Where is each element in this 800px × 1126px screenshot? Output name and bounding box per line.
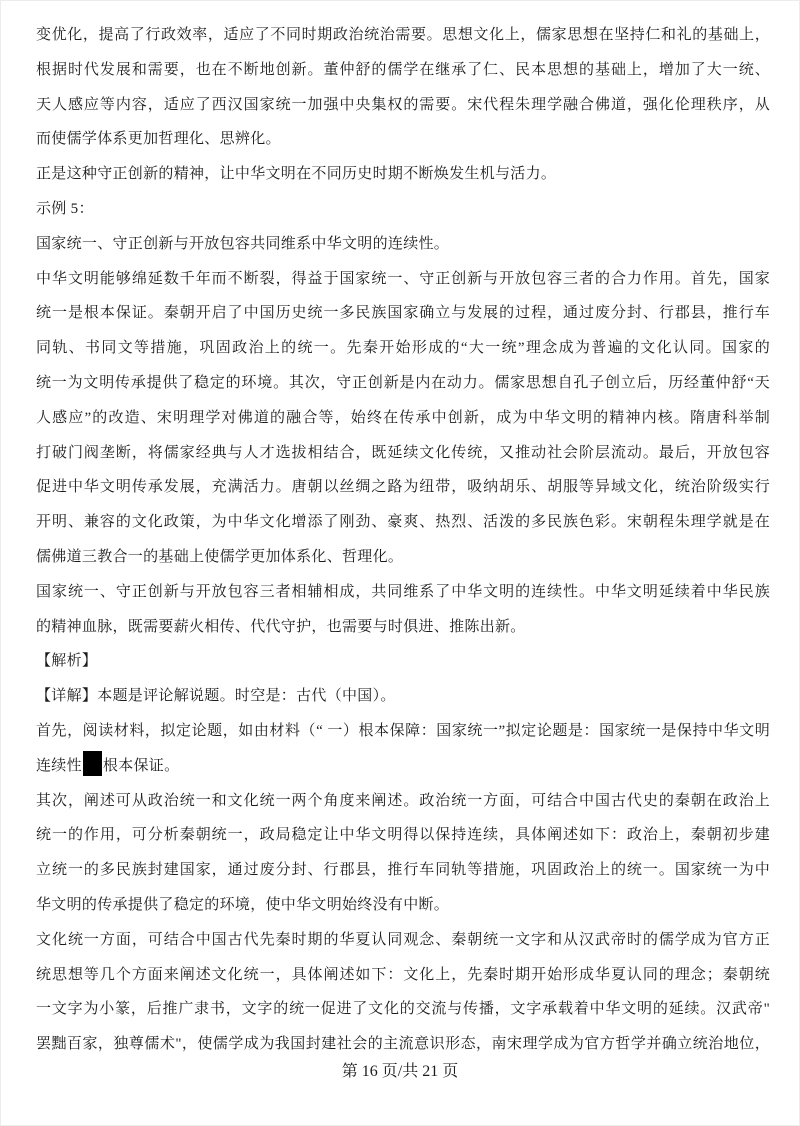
- text-line: 同轨、书同文等措施，巩固政治上的统一。先秦开始形成的“大一统”理念成为普遍的文化认同。国家的: [36, 340, 770, 357]
- text-line: 【详解】本题是评论解说题。时空是：古代（中国）。: [36, 688, 396, 705]
- page-number-footer: 第 16 页/共 21 页: [341, 1063, 459, 1080]
- text-line: 【解析】: [36, 653, 98, 670]
- text-line: 国家统一、守正创新与开放包容三者相辅相成，共同维系了中华文明的连续性。中华文明延续着中华民族: [36, 583, 770, 600]
- text-line: 示例 5：: [36, 200, 94, 217]
- text-segment: 连续性: [36, 757, 82, 774]
- redaction-box: [83, 751, 102, 776]
- text-line: 统一是根本保证。秦朝开启了中国历史统一多民族国家确立与发展的过程，通过废分封、行郡县，推行车: [36, 305, 770, 322]
- text-line: 文化统一方面，可结合中国古代先秦时期的华夏认同观念、秦朝统一文字和从汉武帝时的儒学成为官方正: [36, 931, 770, 948]
- text-line: 一文字为小篆，后推广隶书，文字的统一促进了文化的交流与传播，文字承载着中华文明的延续。汉武帝": [36, 1001, 770, 1018]
- text-line: 人感应”的改造、宋明理学对佛道的融合等，始终在传承中创新，成为中华文明的精神内核。隋唐科举制: [36, 409, 770, 426]
- text-line: 首先，阅读材料，拟定论题，如由材料（“ 一）根本保障：国家统一”拟定论题是：国家统一是保持中华文明: [36, 722, 770, 739]
- text-line: 儒佛道三教合一的基础上使儒学更加体系化、哲理化。: [36, 548, 404, 565]
- text-line: 而使儒学体系更加哲理化、思辨化。: [36, 131, 281, 148]
- text-line: 变优化，提高了行政效率，适应了不同时期政治统治需要。思想文化上，儒家思想在坚持仁和礼的基础上，: [36, 27, 770, 43]
- text-line: 打破门阀垄断，将儒家经典与人才选拔相结合，既延续文化传统，又推动社会阶层流动。最后，开放包容: [36, 444, 770, 461]
- text-line: 中华文明能够绵延数千年而不断裂，得益于国家统一、守正创新与开放包容三者的合力作用。首先，国家: [36, 270, 770, 287]
- text-line: [36, 749, 770, 784]
- text-line: 罢黜百家，独尊儒术"，使儒学成为我国封建社会的主流意识形态，南宋理学成为官方哲学并确立统治地位，: [36, 1036, 770, 1053]
- text-line: 促进中华文明传承发展，充满活力。唐朝以丝绸之路为纽带，吸纳胡乐、胡服等异域文化，统治阶级实行: [36, 479, 770, 496]
- text-line: 华文明的传承提供了稳定的环境，使中华文明始终没有中断。: [36, 896, 450, 913]
- text-line: 根据时代发展和需要，也在不断地创新。董仲舒的儒学在继承了仁、民本思想的基础上，增加了大一统、: [36, 61, 770, 78]
- text-line: 其次，阐述可从政治统一和文化统一两个角度来阐述。政治统一方面，可结合中国古代史的秦朝在政治上: [36, 792, 770, 809]
- text-segment: 根本保证。: [102, 757, 180, 774]
- text-line: 立统一的多民族封建国家，通过废分封、行郡县，推行车同轨等措施，巩固政治上的统一。国家统一为中: [36, 862, 770, 879]
- text-line: 统思想等几个方面来阐述文化统一，具体阐述如下：文化上，先秦时期开始形成华夏认同的理念；秦朝统: [36, 966, 770, 983]
- text-line: 的精神血脉，既需要薪火相传、代代守护，也需要与时俱进、推陈出新。: [36, 618, 526, 635]
- document-body: [36, 18, 770, 1062]
- text-line: 国家统一、守正创新与开放包容共同维系中华文明的连续性。: [36, 235, 450, 252]
- text-line: 开明、兼容的文化政策，为中华文化增添了刚劲、豪爽、热烈、活泼的多民族色彩。宋朝程朱理学就是在: [36, 514, 770, 531]
- text-line: 正是这种守正创新的精神，让中华文明在不同历史时期不断焕发生机与活力。: [36, 166, 557, 183]
- text-line: 统一为文明传承提供了稳定的环境。其次，守正创新是内在动力。儒家思想自孔子创立后，历经董仲舒“天: [36, 374, 770, 391]
- text-line: 统一的作用，可分析秦朝统一，政局稳定让中华文明得以保持连续，具体阐述如下：政治上，秦朝初步建: [36, 827, 770, 844]
- text-line: 天人感应等内容，适应了西汉国家统一加强中央集权的需要。宋代程朱理学融合佛道，强化伦理秩序，从: [36, 96, 770, 113]
